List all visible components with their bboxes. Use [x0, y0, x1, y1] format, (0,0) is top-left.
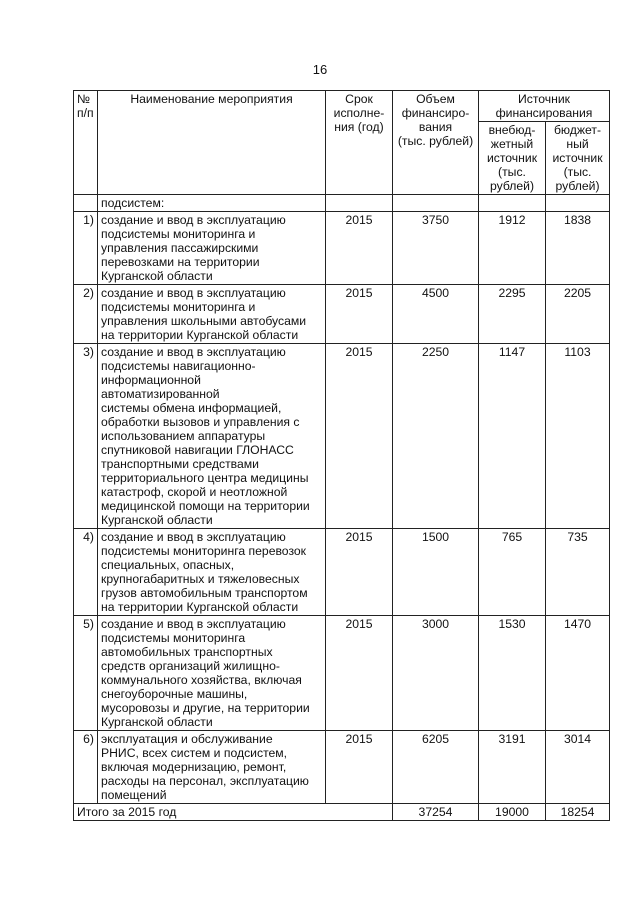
row-term: 2015 — [326, 731, 393, 804]
row-num: 6) — [74, 731, 98, 804]
row-budget: 735 — [546, 529, 610, 616]
row-volume: 1500 — [393, 529, 479, 616]
total-row — [74, 804, 610, 821]
table-header-row — [74, 91, 610, 122]
row-num: 3) — [74, 344, 98, 529]
row-term: 2015 — [326, 344, 393, 529]
row-volume: 3750 — [393, 212, 479, 285]
row-num: 4) — [74, 529, 98, 616]
table-row — [74, 344, 610, 529]
header-budget: бюджет- ный источник (тыс. рублей) — [546, 122, 610, 195]
row-volume: 6205 — [393, 731, 479, 804]
row-volume: 4500 — [393, 285, 479, 344]
row-name: создание и ввод в эксплуатацию подсистемы мониторинга автомобильных транспортных средств организаций жилищно- коммунального хозяйства, включая снегоуборочные машины, мусоровозы и другие, на территории Курганской области — [98, 616, 326, 731]
row-name: создание и ввод в эксплуатацию подсистемы мониторинга и управления школьными автобусами на территории Курганской области — [98, 285, 326, 344]
continuation-text: подсистем: — [98, 195, 326, 212]
page-number: 16 — [312, 62, 328, 77]
row-budget: 2205 — [546, 285, 610, 344]
row-name: эксплуатация и обслуживание РНИС, всех систем и подсистем, включая модернизацию, ремонт, расходы на персонал, эксплуатацию помещений — [98, 731, 326, 804]
row-offbudget: 2295 — [479, 285, 546, 344]
row-offbudget: 1912 — [479, 212, 546, 285]
header-source: Источник финансирования — [479, 91, 610, 122]
total-volume: 37254 — [393, 804, 479, 821]
row-budget: 3014 — [546, 731, 610, 804]
row-offbudget: 1530 — [479, 616, 546, 731]
row-term: 2015 — [326, 212, 393, 285]
total-label: Итого за 2015 год — [74, 804, 393, 821]
row-name: создание и ввод в эксплуатацию подсистемы мониторинга и управления пассажирскими перевозками на территории Курганской области — [98, 212, 326, 285]
header-term: Срок исполне- ния (год) — [326, 91, 393, 195]
row-budget: 1103 — [546, 344, 610, 529]
total-budget: 18254 — [546, 804, 610, 821]
continuation-row — [74, 195, 610, 212]
financing-table — [73, 90, 610, 821]
table-row — [74, 616, 610, 731]
header-offbudget: внебюд- жетный источник (тыс. рублей) — [479, 122, 546, 195]
row-num: 2) — [74, 285, 98, 344]
row-offbudget: 3191 — [479, 731, 546, 804]
total-offbudget: 19000 — [479, 804, 546, 821]
row-num: 1) — [74, 212, 98, 285]
table-row — [74, 529, 610, 616]
row-volume: 2250 — [393, 344, 479, 529]
row-offbudget: 765 — [479, 529, 546, 616]
row-name: создание и ввод в эксплуатацию подсистемы мониторинга перевозок специальных, опасных, крупногабаритных и тяжеловесных грузов автомобильным транспортом на территории Курганской области — [98, 529, 326, 616]
header-name: Наименование мероприятия — [98, 91, 326, 195]
table-row — [74, 731, 610, 804]
table-row — [74, 285, 610, 344]
header-num: № п/п — [74, 91, 98, 195]
row-budget: 1838 — [546, 212, 610, 285]
header-volume: Объем финансиро- вания (тыс. рублей) — [393, 91, 479, 195]
row-num: 5) — [74, 616, 98, 731]
row-term: 2015 — [326, 285, 393, 344]
row-name: создание и ввод в эксплуатацию подсистемы навигационно- информационной автоматизированной системы обмена информацией, обработки вызовов и управления с использованием аппаратуры спутниковой навигации ГЛОНАСС транспортными средствами территориального центра медицины катастроф, скорой и неотложной медицинской помощи на территории Курганской области — [98, 344, 326, 529]
row-volume: 3000 — [393, 616, 479, 731]
row-offbudget: 1147 — [479, 344, 546, 529]
row-budget: 1470 — [546, 616, 610, 731]
table-row — [74, 212, 610, 285]
row-term: 2015 — [326, 529, 393, 616]
row-term: 2015 — [326, 616, 393, 731]
